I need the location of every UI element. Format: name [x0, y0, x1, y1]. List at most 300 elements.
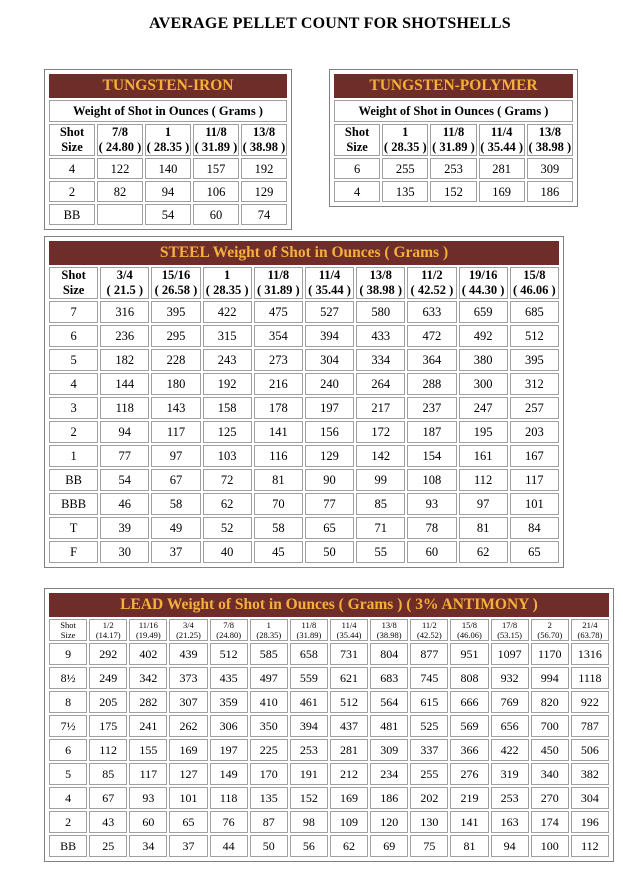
- shot-size-cell: 4: [49, 787, 87, 809]
- pellet-count-cell: 81: [450, 835, 488, 857]
- pellet-count-cell: 334: [356, 349, 405, 371]
- column-header-line: ( 35.44 ): [308, 283, 351, 297]
- pellet-count-cell: 243: [203, 349, 252, 371]
- pellet-count-cell: 154: [407, 445, 456, 467]
- pellet-count-cell: 112: [89, 739, 127, 761]
- pellet-count-cell: 492: [459, 325, 508, 347]
- table-row: [49, 517, 559, 539]
- table-row: [49, 643, 609, 665]
- pellet-count-cell: 156: [305, 421, 354, 443]
- table-row: [49, 325, 559, 347]
- pellet-count-cell: 525: [410, 715, 448, 737]
- pellet-count-cell: 217: [356, 397, 405, 419]
- pellet-count-cell: 580: [356, 301, 405, 323]
- pellet-count-cell: 54: [100, 469, 149, 491]
- pellet-count-cell: 174: [531, 811, 569, 833]
- pellet-count-cell: 141: [254, 421, 303, 443]
- table-title: TUNGSTEN-POLYMER: [334, 74, 573, 98]
- pellet-count-cell: 276: [450, 763, 488, 785]
- pellet-count-cell: 135: [250, 787, 288, 809]
- table-row: [49, 181, 287, 202]
- shot-size-cell: BB: [49, 469, 98, 491]
- column-header-line: (21.25): [176, 630, 201, 640]
- pellet-count-cell: 191: [290, 763, 328, 785]
- column-header-line: (53.15): [497, 630, 523, 640]
- pellet-count-cell: 44: [210, 835, 248, 857]
- pellet-count-cell: 922: [571, 691, 609, 713]
- table-row: [49, 469, 559, 491]
- column-header: [250, 619, 288, 641]
- column-header: [527, 124, 573, 156]
- pellet-count-cell: 180: [151, 373, 200, 395]
- pellet-count-cell: 65: [169, 811, 207, 833]
- table-row: [49, 158, 287, 179]
- pellet-count-cell: 820: [531, 691, 569, 713]
- column-header: [100, 267, 149, 299]
- pellet-count-cell: 731: [330, 643, 368, 665]
- pellet-count-cell: 395: [510, 349, 559, 371]
- steel-table: [44, 236, 564, 568]
- pellet-count-cell: 262: [169, 715, 207, 737]
- column-header-line: Size: [60, 630, 76, 640]
- pellet-count-cell: 304: [571, 787, 609, 809]
- pellet-count-cell: 354: [254, 325, 303, 347]
- pellet-count-cell: 364: [407, 349, 456, 371]
- column-header-line: 11/8: [442, 125, 465, 139]
- pellet-count-cell: 55: [356, 541, 405, 563]
- column-header: [571, 619, 609, 641]
- pellet-count-cell: 512: [510, 325, 559, 347]
- pellet-count-cell: 197: [305, 397, 354, 419]
- pellet-count-cell: 281: [330, 739, 368, 761]
- column-header-line: 17/8: [502, 620, 518, 630]
- table-row: [49, 763, 609, 785]
- shot-size-cell: 2: [49, 811, 87, 833]
- pellet-count-cell: 25: [89, 835, 127, 857]
- pellet-count-cell: 125: [203, 421, 252, 443]
- pellet-count-cell: 152: [430, 181, 476, 202]
- pellet-count-cell: 62: [203, 493, 252, 515]
- pellet-count-cell: 237: [407, 397, 456, 419]
- pellet-count-cell: 658: [290, 643, 328, 665]
- shot-size-cell: 6: [49, 325, 98, 347]
- pellet-count-cell: 46: [100, 493, 149, 515]
- column-header-line: Size: [346, 140, 368, 154]
- pellet-count-cell: 769: [491, 691, 529, 713]
- pellet-count-cell: 50: [250, 835, 288, 857]
- column-header-line: 11/4: [318, 268, 341, 282]
- pellet-count-cell: 98: [290, 811, 328, 833]
- pellet-count-cell: 506: [571, 739, 609, 761]
- column-header-line: (56.70): [537, 630, 563, 640]
- table-row: [49, 739, 609, 761]
- pellet-count-cell: 97: [151, 445, 200, 467]
- pellet-count-cell: 157: [193, 158, 239, 179]
- pellet-count-cell: 90: [305, 469, 354, 491]
- column-header: [129, 619, 167, 641]
- shot-size-cell: 1: [49, 445, 98, 467]
- pellet-count-cell: 373: [169, 667, 207, 689]
- column-header: [49, 124, 95, 156]
- pellet-count-cell: 85: [356, 493, 405, 515]
- shot-size-cell: 2: [49, 421, 98, 443]
- column-header: [479, 124, 525, 156]
- pellet-count-cell: 103: [203, 445, 252, 467]
- column-header-line: 7/8: [112, 125, 128, 139]
- pellet-count-cell: 37: [169, 835, 207, 857]
- column-header: [203, 267, 252, 299]
- pellet-count-cell: 633: [407, 301, 456, 323]
- pellet-count-cell: 101: [169, 787, 207, 809]
- pellet-count-cell: 435: [210, 667, 248, 689]
- pellet-count-cell: 288: [407, 373, 456, 395]
- pellet-count-cell: 808: [450, 667, 488, 689]
- pellet-count-cell: 60: [407, 541, 456, 563]
- column-header: [410, 619, 448, 641]
- column-header-line: (42.52): [416, 630, 442, 640]
- column-header: [330, 619, 368, 641]
- pellet-count-cell: 255: [382, 158, 428, 179]
- pellet-count-cell: 512: [210, 643, 248, 665]
- column-header: [89, 619, 127, 641]
- pellet-count-cell: 118: [210, 787, 248, 809]
- pellet-count-cell: 340: [531, 763, 569, 785]
- pellet-count-cell: 569: [450, 715, 488, 737]
- shot-size-cell: 6: [49, 739, 87, 761]
- pellet-count-cell: 75: [410, 835, 448, 857]
- shot-size-cell: T: [49, 517, 98, 539]
- pellet-count-cell: 257: [510, 397, 559, 419]
- pellet-count-cell: 152: [290, 787, 328, 809]
- table-row: [49, 349, 559, 371]
- pellet-count-cell: 951: [450, 643, 488, 665]
- table-row: [49, 787, 609, 809]
- table-row: [49, 667, 609, 689]
- column-header: [356, 267, 405, 299]
- pellet-count-cell: 236: [100, 325, 149, 347]
- pellet-count-cell: 93: [129, 787, 167, 809]
- column-header-line: 11/8: [267, 268, 290, 282]
- column-header: [510, 267, 559, 299]
- pellet-count-cell: 366: [450, 739, 488, 761]
- table-subtitle: Weight of Shot in Ounces ( Grams ): [49, 100, 287, 122]
- table-subtitle: Weight of Shot in Ounces ( Grams ): [334, 100, 573, 122]
- pellet-count-cell: 117: [129, 763, 167, 785]
- column-header-line: 15/8: [523, 268, 546, 282]
- pellet-count-cell: 34: [129, 835, 167, 857]
- column-header-line: 11/4: [341, 620, 357, 630]
- column-header-line: 1/2: [102, 620, 114, 630]
- pellet-count-cell: 52: [203, 517, 252, 539]
- column-header-line: 2: [547, 620, 552, 630]
- pellet-count-cell: 130: [410, 811, 448, 833]
- pellet-count-cell: 481: [370, 715, 408, 737]
- pellet-count-cell: 170: [250, 763, 288, 785]
- pellet-count-cell: 175: [89, 715, 127, 737]
- column-header-line: 1: [224, 268, 231, 282]
- shot-size-cell: BB: [49, 835, 87, 857]
- pellet-count-cell: 60: [129, 811, 167, 833]
- pellet-count-cell: 422: [491, 739, 529, 761]
- table-row: [49, 715, 609, 737]
- column-header-line: ( 21.5 ): [106, 283, 143, 297]
- pellet-count-cell: 163: [491, 811, 529, 833]
- pellet-count-cell: 60: [193, 204, 239, 225]
- tungsten-iron-table: [44, 69, 292, 230]
- pellet-count-cell: 359: [210, 691, 248, 713]
- column-header-line: 13/8: [538, 125, 561, 139]
- pellet-count-cell: 433: [356, 325, 405, 347]
- header-row: [49, 124, 287, 156]
- pellet-count-cell: 155: [129, 739, 167, 761]
- pellet-count-cell: 101: [510, 493, 559, 515]
- column-header-line: Shot: [344, 125, 370, 139]
- pellet-count-cell: 49: [151, 517, 200, 539]
- shot-size-cell: 5: [49, 763, 87, 785]
- pellet-count-cell: 40: [203, 541, 252, 563]
- lead-table: [44, 588, 614, 862]
- pellet-count-cell: 410: [250, 691, 288, 713]
- pellet-count-cell: 300: [459, 373, 508, 395]
- header-row: [334, 124, 573, 156]
- pellet-count-cell: 241: [129, 715, 167, 737]
- pellet-count-cell: 281: [479, 158, 525, 179]
- column-header: [450, 619, 488, 641]
- shot-size-cell: 5: [49, 349, 98, 371]
- pellet-count-cell: 621: [330, 667, 368, 689]
- pellet-count-cell: 87: [250, 811, 288, 833]
- column-header-line: 1: [164, 125, 172, 139]
- pellet-count-cell: 94: [100, 421, 149, 443]
- pellet-count-cell: 81: [459, 517, 508, 539]
- pellet-count-cell: 270: [531, 787, 569, 809]
- table-title: STEEL Weight of Shot in Ounces ( Grams ): [49, 241, 559, 265]
- pellet-count-cell: 1097: [491, 643, 529, 665]
- column-header-line: ( 31.89 ): [432, 140, 475, 154]
- table-row: [49, 691, 609, 713]
- column-header-line: 15/16: [161, 268, 191, 282]
- pellet-count-cell: 161: [459, 445, 508, 467]
- tungsten-polymer-table: [329, 69, 578, 207]
- shot-size-cell: 8½: [49, 667, 87, 689]
- column-header-line: 7/8: [223, 620, 235, 630]
- pellet-count-cell: 315: [203, 325, 252, 347]
- pellet-count-cell: 1316: [571, 643, 609, 665]
- shot-size-cell: 2: [49, 181, 95, 202]
- shot-size-cell: F: [49, 541, 98, 563]
- pellet-count-cell: 192: [241, 158, 287, 179]
- table-row: [49, 493, 559, 515]
- pellet-count-cell: 58: [254, 517, 303, 539]
- pellet-count-cell: 659: [459, 301, 508, 323]
- column-header-line: ( 31.89 ): [194, 140, 238, 154]
- shot-size-cell: BBB: [49, 493, 98, 515]
- column-header-line: 11/2: [421, 620, 437, 630]
- pellet-count-cell: 309: [370, 739, 408, 761]
- column-header-line: 1: [402, 125, 409, 139]
- shot-size-cell: 6: [334, 158, 380, 179]
- column-header: [305, 267, 354, 299]
- pellet-count-cell: 108: [407, 469, 456, 491]
- column-header: [382, 124, 428, 156]
- column-header-line: ( 42.52 ): [410, 283, 454, 297]
- pellet-count-cell: 564: [370, 691, 408, 713]
- column-header-line: (24.80): [216, 630, 242, 640]
- pellet-count-cell: 39: [100, 517, 149, 539]
- pellet-count-cell: 74: [241, 204, 287, 225]
- pellet-count-cell: 585: [250, 643, 288, 665]
- pellet-count-cell: 450: [531, 739, 569, 761]
- pellet-count-cell: 109: [330, 811, 368, 833]
- pellet-count-cell: 225: [250, 739, 288, 761]
- column-header-line: ( 28.35 ): [146, 140, 190, 154]
- column-header-line: (35.44): [336, 630, 362, 640]
- table-title: LEAD Weight of Shot in Ounces ( Grams ) ( 3% ANTIMONY ): [49, 593, 609, 617]
- column-header-line: Shot: [61, 268, 86, 282]
- pellet-count-cell: 439: [169, 643, 207, 665]
- pellet-count-cell: 76: [210, 811, 248, 833]
- column-header-line: 11/8: [301, 620, 317, 630]
- pellet-count-cell: 141: [450, 811, 488, 833]
- shot-size-cell: 7½: [49, 715, 87, 737]
- pellet-count-cell: 1170: [531, 643, 569, 665]
- table-row: [49, 397, 559, 419]
- pellet-count-cell: 394: [305, 325, 354, 347]
- column-header-line: 11/2: [421, 268, 443, 282]
- pellet-count-cell: 143: [151, 397, 200, 419]
- pellet-count-cell: 295: [151, 325, 200, 347]
- pellet-count-cell: 253: [491, 787, 529, 809]
- pellet-count-cell: 461: [290, 691, 328, 713]
- pellet-count-cell: 169: [479, 181, 525, 202]
- table-row: [334, 181, 573, 202]
- pellet-count-cell: 312: [510, 373, 559, 395]
- column-header-line: Size: [62, 283, 85, 297]
- pellet-count-cell: 186: [527, 181, 573, 202]
- pellet-count-cell: 787: [571, 715, 609, 737]
- pellet-count-cell: 117: [151, 421, 200, 443]
- pellet-count-cell: 264: [356, 373, 405, 395]
- column-header: [430, 124, 476, 156]
- pellet-count-cell: 804: [370, 643, 408, 665]
- pellet-count-cell: 247: [459, 397, 508, 419]
- pellet-count-cell: 255: [410, 763, 448, 785]
- pellet-count-cell: 422: [203, 301, 252, 323]
- column-header: [254, 267, 303, 299]
- column-header-line: ( 38.98 ): [242, 140, 286, 154]
- column-header-line: ( 31.89 ): [256, 283, 300, 297]
- pellet-count-cell: 43: [89, 811, 127, 833]
- pellet-count-cell: 205: [89, 691, 127, 713]
- column-header-line: 15/8: [461, 620, 478, 630]
- column-header: [491, 619, 529, 641]
- pellet-count-cell: 117: [510, 469, 559, 491]
- pellet-count-cell: 172: [356, 421, 405, 443]
- pellet-count-cell: 382: [571, 763, 609, 785]
- pellet-count-cell: 306: [210, 715, 248, 737]
- column-header-line: (46.06): [457, 630, 482, 640]
- pellet-count-cell: 234: [370, 763, 408, 785]
- column-header-line: 3/4: [116, 268, 133, 282]
- column-header-line: ( 24.80 ): [98, 140, 142, 154]
- column-header-line: 13/8: [381, 620, 397, 630]
- pellet-count-cell: 106: [193, 181, 239, 202]
- column-header-line: 1: [266, 620, 271, 630]
- column-header-line: 11/4: [490, 125, 513, 139]
- column-header-line: 3/4: [183, 620, 194, 630]
- column-header-line: 11/16: [138, 620, 158, 630]
- shot-size-cell: 4: [49, 373, 98, 395]
- column-header-line: (14.17): [95, 630, 121, 640]
- column-header: [169, 619, 207, 641]
- shot-size-cell: 8: [49, 691, 87, 713]
- column-header: [370, 619, 408, 641]
- pellet-count-cell: 69: [370, 835, 408, 857]
- pellet-count-cell: 437: [330, 715, 368, 737]
- pellet-count-cell: 94: [145, 181, 191, 202]
- pellet-count-cell: 135: [382, 181, 428, 202]
- column-header-line: Size: [61, 140, 83, 154]
- column-header: [241, 124, 287, 156]
- table-row: [49, 541, 559, 563]
- pellet-count-cell: 219: [450, 787, 488, 809]
- pellet-count-cell: 116: [254, 445, 303, 467]
- shot-size-cell: 4: [334, 181, 380, 202]
- pellet-count-cell: [97, 204, 143, 225]
- pellet-count-cell: 337: [410, 739, 448, 761]
- pellet-count-cell: 45: [254, 541, 303, 563]
- column-header: [145, 124, 191, 156]
- shot-size-cell: 4: [49, 158, 95, 179]
- pellet-count-cell: 342: [129, 667, 167, 689]
- pellet-count-cell: 112: [459, 469, 508, 491]
- pellet-count-cell: 178: [254, 397, 303, 419]
- header-row: [49, 619, 609, 641]
- pellet-count-cell: 240: [305, 373, 354, 395]
- column-header-line: (38.98): [376, 630, 402, 640]
- pellet-count-cell: 77: [305, 493, 354, 515]
- pellet-count-cell: 402: [129, 643, 167, 665]
- pellet-count-cell: 316: [100, 301, 149, 323]
- column-header-line: ( 28.35 ): [205, 283, 249, 297]
- column-header: [407, 267, 456, 299]
- pellet-count-cell: 30: [100, 541, 149, 563]
- column-header: [210, 619, 248, 641]
- pellet-count-cell: 666: [450, 691, 488, 713]
- pellet-count-cell: 656: [491, 715, 529, 737]
- pellet-count-cell: 249: [89, 667, 127, 689]
- column-header-line: ( 26.58 ): [154, 283, 198, 297]
- pellet-count-cell: 187: [407, 421, 456, 443]
- pellet-count-cell: 309: [527, 158, 573, 179]
- column-header-line: ( 46.06 ): [512, 283, 556, 297]
- pellet-count-cell: 120: [370, 811, 408, 833]
- table-row: [49, 301, 559, 323]
- table-row: [49, 811, 609, 833]
- pellet-count-cell: 472: [407, 325, 456, 347]
- pellet-count-cell: 186: [370, 787, 408, 809]
- column-header-line: 13/8: [369, 268, 392, 282]
- pellet-count-cell: 71: [356, 517, 405, 539]
- pellet-count-cell: 81: [254, 469, 303, 491]
- pellet-count-cell: 129: [305, 445, 354, 467]
- column-header-line: 19/16: [468, 268, 498, 282]
- pellet-count-cell: 497: [250, 667, 288, 689]
- pellet-count-cell: 67: [89, 787, 127, 809]
- column-header-line: (63.78): [577, 630, 603, 640]
- column-header-line: (19.49): [135, 630, 161, 640]
- table-row: [49, 835, 609, 857]
